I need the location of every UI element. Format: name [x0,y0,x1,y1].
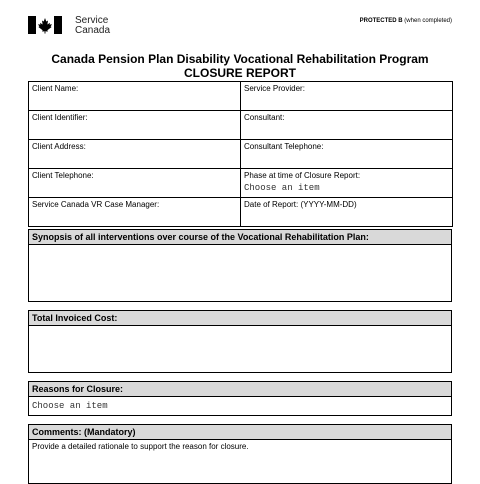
protected-label [360,18,452,24]
client-identifier-label: Client Identifier: [32,113,88,122]
phase-label: Phase at time of Closure Report: [244,171,361,180]
client-telephone-label: Client Telephone: [32,171,94,180]
consultant-label: Consultant: [244,113,285,122]
department-name [75,16,110,36]
client-address-label: Client Address: [32,142,86,151]
consultant-field[interactable] [241,111,453,140]
phase-field [241,169,453,198]
client-info-table [28,81,453,227]
canada-flag-icon [28,16,62,34]
synopsis-input[interactable] [29,245,451,305]
synopsis-section [28,229,452,302]
client-address-field[interactable] [29,140,241,169]
reasons-section [28,381,452,416]
service-provider-field[interactable] [241,82,453,111]
title-line-2: CLOSURE REPORT [183,66,296,80]
case-manager-label: Service Canada VR Case Manager: [32,200,160,209]
total-cost-input[interactable] [29,326,451,376]
comments-heading: Comments: (Mandatory) [29,425,451,440]
client-name-label: Client Name: [32,84,79,93]
dept-line-1: Service [75,15,109,26]
dept-line-2: Canada [75,25,111,36]
case-manager-field[interactable] [29,198,241,227]
client-name-field[interactable] [29,82,241,111]
service-provider-label: Service Provider: [244,84,305,93]
page-title [0,52,480,80]
comments-section [28,424,452,484]
title-line-1: Canada Pension Plan Disability Vocational Rehabilitation Program [51,52,429,66]
date-of-report-label: Date of Report: (YYYY-MM-DD) [244,200,357,209]
total-cost-heading: Total Invoiced Cost: [29,311,451,326]
government-logo [28,16,62,34]
reasons-dropdown[interactable]: Choose an item [32,401,108,411]
consultant-telephone-label: Consultant Telephone: [244,142,324,151]
date-of-report-field[interactable] [241,198,453,227]
reasons-heading: Reasons for Closure: [29,382,451,397]
client-telephone-field[interactable] [29,169,241,198]
protected-bold: PROTECTED B [359,18,403,24]
consultant-telephone-field[interactable] [241,140,453,169]
client-identifier-field[interactable] [29,111,241,140]
comments-input[interactable]: Provide a detailed rationale to support the reason for closure. [32,442,249,451]
protected-note: (when completed) [402,18,452,24]
total-cost-section [28,310,452,373]
synopsis-heading: Synopsis of all interventions over course of the Vocational Rehabilitation Plan: [29,230,451,245]
page-header [28,16,452,40]
phase-dropdown[interactable]: Choose an item [244,183,320,193]
